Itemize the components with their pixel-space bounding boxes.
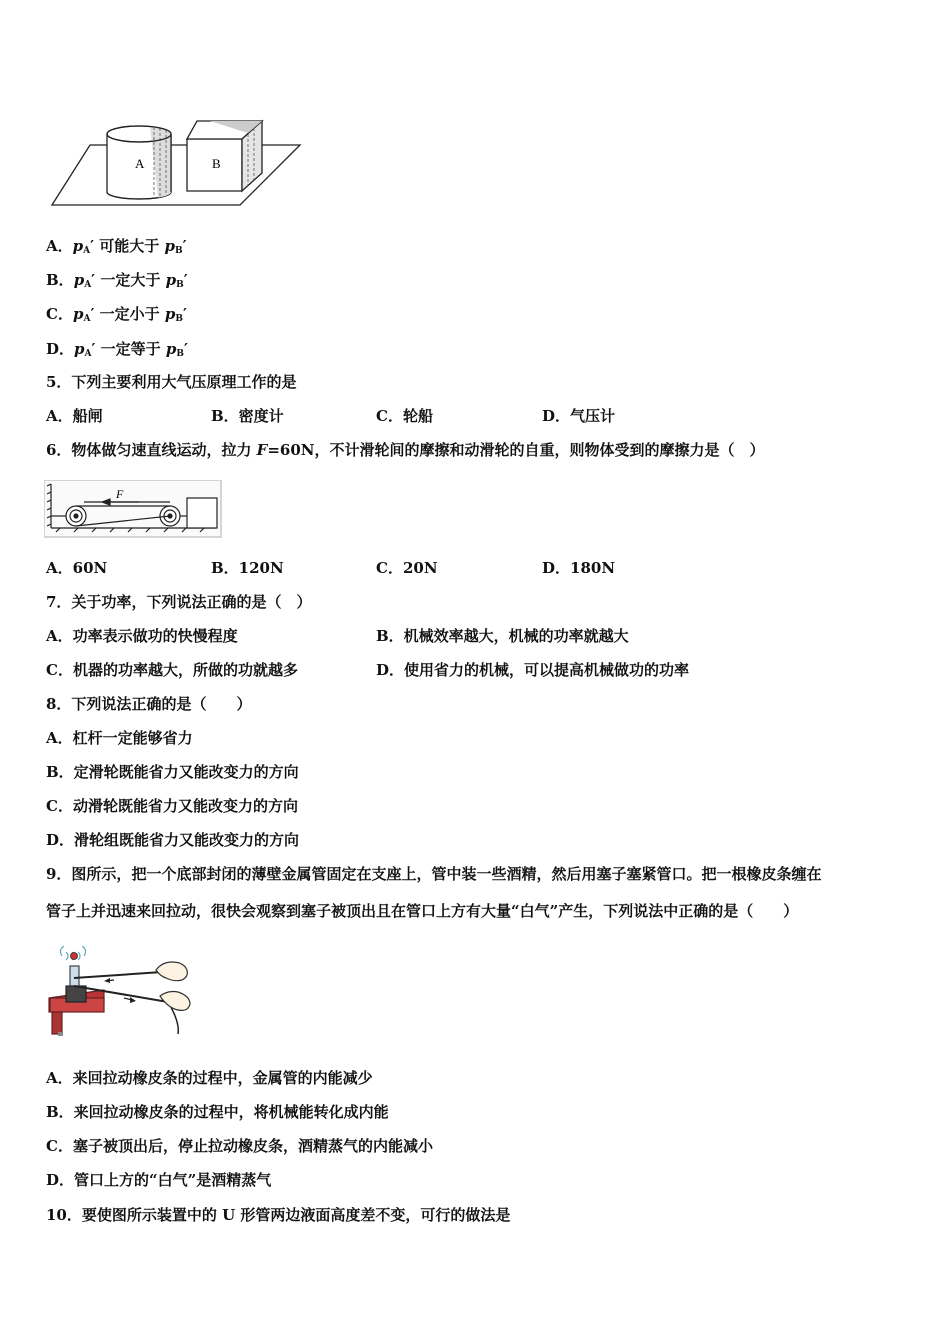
- q8-option-b[interactable]: B．定滑轮既能省力又能改变力的方向: [46, 763, 299, 781]
- q9-option-c[interactable]: C．塞子被顶出后，停止拉动橡皮条，酒精蒸气的内能减小: [46, 1137, 433, 1155]
- q9-stem-line1: 9．图所示，把一个底部封闭的薄壁金属管固定在支座上，管中装一些酒精，然后用塞子塞紧管口。把一根橡皮条缠在: [46, 865, 822, 883]
- q9-figure: [44, 946, 204, 1038]
- q4-option-c[interactable]: C．$p_A'$ 一定小于 $p_B'$: [46, 305, 187, 324]
- q8-option-c[interactable]: C．动滑轮既能省力又能改变力的方向: [46, 797, 298, 815]
- q6-option-b[interactable]: B．120N: [211, 559, 284, 577]
- q5-option-b[interactable]: B．密度计: [211, 407, 284, 425]
- label-b: B: [212, 156, 221, 171]
- object-block: [187, 498, 217, 528]
- q6-option-c[interactable]: C．20N: [376, 559, 438, 577]
- label-a: A: [135, 156, 145, 171]
- q7-option-d[interactable]: D．使用省力的机械，可以提高机械做功的功率: [376, 661, 690, 679]
- hand-top: [156, 962, 187, 981]
- q8-option-a[interactable]: A．杠杆一定能够省力: [46, 729, 193, 747]
- q5-option-c[interactable]: C．轮船: [376, 407, 433, 425]
- q6-option-d[interactable]: D．180N: [542, 559, 616, 577]
- q4-option-b[interactable]: B．$p_A'$ 一定大于 $p_B'$: [46, 271, 188, 290]
- q5-option-d[interactable]: D．气压计: [542, 407, 616, 425]
- q7-option-a[interactable]: A．功率表示做功的快慢程度: [46, 627, 238, 645]
- q5-stem: 5．下列主要利用大气压原理工作的是: [46, 373, 297, 391]
- q9-option-d[interactable]: D．管口上方的“白气”是酒精蒸气: [46, 1171, 272, 1189]
- q6-option-a[interactable]: A．60N: [46, 559, 108, 577]
- force-label: F: [116, 487, 124, 501]
- q9-stem-line2: 管子上并迅速来回拉动，很快会观察到塞子被顶出且在管口上方有大量“白气”产生，下列说法中正确的是（ ）: [46, 902, 799, 920]
- q6-figure: [44, 480, 222, 538]
- q5-option-a[interactable]: A．船闸: [46, 407, 103, 425]
- q8-option-d[interactable]: D．滑轮组既能省力又能改变力的方向: [46, 831, 300, 849]
- plane-surface: [52, 145, 300, 205]
- q7-option-c[interactable]: C．机器的功率越大，所做的功就越多: [46, 661, 298, 679]
- q9-option-a[interactable]: A．来回拉动橡皮条的过程中，金属管的内能减少: [46, 1069, 373, 1087]
- q4-figure: [50, 115, 302, 210]
- hand-bottom: [160, 992, 190, 1011]
- q8-stem: 8．下列说法正确的是（ ）: [46, 695, 252, 713]
- q10-stem: 10．要使图所示装置中的 U 形管两边液面高度差不变，可行的做法是: [46, 1206, 511, 1224]
- q7-stem: 7．关于功率，下列说法正确的是（ ）: [46, 593, 312, 611]
- rubber-strip: [74, 972, 162, 978]
- stopper: [71, 953, 78, 960]
- q6-stem: 6．物体做匀速直线运动，拉力 F=60N，不计滑轮间的摩擦和动滑轮的自重，则物体受到的摩擦力是（ ）: [46, 441, 765, 459]
- q7-option-b[interactable]: B．机械效率越大，机械的功率就越大: [376, 627, 629, 645]
- q4-option-a[interactable]: A．$p_A'$ 可能大于 $p_B'$: [46, 237, 187, 256]
- q4-option-d[interactable]: D．$p_A'$ 一定等于 $p_B'$: [46, 340, 188, 359]
- q9-option-b[interactable]: B．来回拉动橡皮条的过程中，将机械能转化成内能: [46, 1103, 389, 1121]
